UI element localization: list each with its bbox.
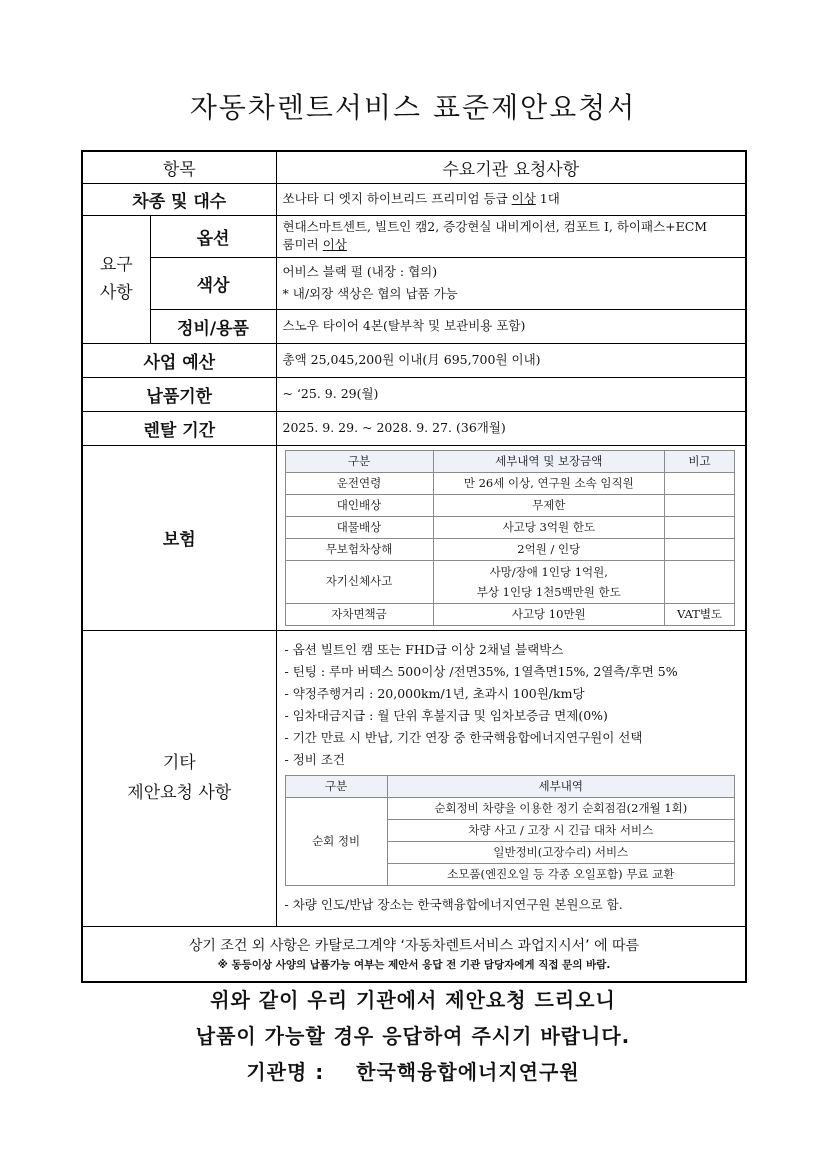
insurance-header: 세부내역 및 보장금액 (433, 450, 664, 472)
header-item: 항목 (82, 151, 276, 183)
other-bullet: - 틴팅 : 루마 버텍스 500이상 /전면35%, 1열측면15%, 2열측/후면 5% (284, 663, 678, 679)
insurance-table (285, 450, 735, 626)
budget-label: 사업 예산 (82, 343, 276, 377)
table-row: 순회 정비 순회정비 차량을 이용한 정기 순회점검(2개월 1회) (285, 797, 734, 819)
header-request: 수요기관 요청사항 (276, 151, 746, 183)
options-label: 옵션 (150, 215, 276, 257)
table-row: 일반정비(고장수리) 서비스 (285, 841, 734, 863)
table-row: 운전연령 만 26세 이상, 연구원 소속 임직원 (285, 472, 734, 494)
table-row: 자기신체사고 사망/장애 1인당 1억원, 부상 1인당 1천5백만원 한도 (285, 560, 734, 603)
other-bullet: - 정비 조건 (284, 751, 345, 767)
footer-note: 상기 조건 외 사항은 카탈로그계약 ‘자동차렌트서비스 과업지시서’ 에 따름 ※ 동등이상 사양의 납품가능 여부는 제안서 응답 전 기관 담당자에게 직접 문의 바람. (82, 926, 746, 982)
budget-value: 총액 25,045,200원 이내(月 695,700원 이내) (276, 343, 746, 377)
other-cell (276, 630, 746, 926)
table-row: 무보험차상해 2억원 / 인당 (285, 538, 734, 560)
equipment-label: 정비/용품 (150, 309, 276, 343)
request-table (81, 150, 747, 983)
maintenance-category: 순회 정비 (285, 797, 387, 885)
delivery-value: ~ ‘25. 9. 29(월) (276, 377, 746, 411)
requirements-label: 요구 사항 (82, 215, 150, 343)
delivery-label: 납품기한 (82, 377, 276, 411)
table-row: 대인배상 무제한 (285, 494, 734, 516)
other-bullet: - 약정주행거리 : 20,000km/1년, 초과시 100원/km당 (284, 685, 585, 701)
table-row: 차량 사고 / 고장 시 긴급 대차 서비스 (285, 819, 734, 841)
organization-line: 기관명 : 한국핵융합에너지연구원 (246, 1060, 580, 1084)
document-title: 자동차렌트서비스 표준제안요청서 (189, 91, 637, 124)
vehicle-label: 차종 및 대수 (82, 183, 276, 215)
other-bullet: - 임차대금지급 : 월 단위 후불지급 및 임차보증금 면제(0%) (284, 707, 608, 723)
insurance-label: 보험 (82, 445, 276, 630)
insurance-header: 비고 (665, 450, 735, 472)
table-row: 소모품(엔진오일 등 각종 오일포함) 무료 교환 (285, 863, 734, 885)
other-bullet: - 기간 만료 시 반납, 기간 연장 중 한국핵융합에너지연구원이 선택 (284, 729, 643, 745)
other-bullet: - 옵션 빌트인 캠 또는 FHD급 이상 2채널 블랙박스 (284, 641, 564, 657)
insurance-cell (276, 445, 746, 630)
rental-label: 렌탈 기간 (82, 411, 276, 445)
options-value: 현대스마트센트, 빌트인 캠2, 증강현실 내비게이션, 컴포트 I, 하이패스+ECM 룸미러 이상 (276, 215, 746, 257)
maintenance-table (285, 775, 735, 886)
vehicle-value: 쏘나타 디 엣지 하이브리드 프리미엄 등급 이상 1대 (276, 183, 746, 215)
color-value: 어비스 블랙 펄 (내장 : 협의) * 내/외장 색상은 협의 납품 가능 (276, 257, 746, 309)
table-row: 대물배상 사고당 3억원 한도 (285, 516, 734, 538)
color-label: 색상 (150, 257, 276, 309)
table-row: 자차면책금 사고당 10만원 VAT별도 (285, 603, 734, 625)
equipment-value: 스노우 타이어 4본(탈부착 및 보관비용 포함) (276, 309, 746, 343)
maintenance-header: 세부내역 (387, 775, 734, 797)
insurance-header: 구분 (285, 450, 433, 472)
rental-value: 2025. 9. 29. ~ 2028. 9. 27. (36개월) (276, 411, 746, 445)
other-bullet: - 차량 인도/반납 장소는 한국핵융합에너지연구원 본원으로 함. (284, 896, 623, 912)
maintenance-header: 구분 (285, 775, 387, 797)
closing-line-1: 위와 같이 우리 기관에서 제안요청 드리오니 (210, 988, 616, 1012)
closing-line-2: 납품이 가능할 경우 응답하여 주시기 바랍니다. (195, 1024, 631, 1048)
other-label: 기타 제안요청 사항 (82, 630, 276, 926)
